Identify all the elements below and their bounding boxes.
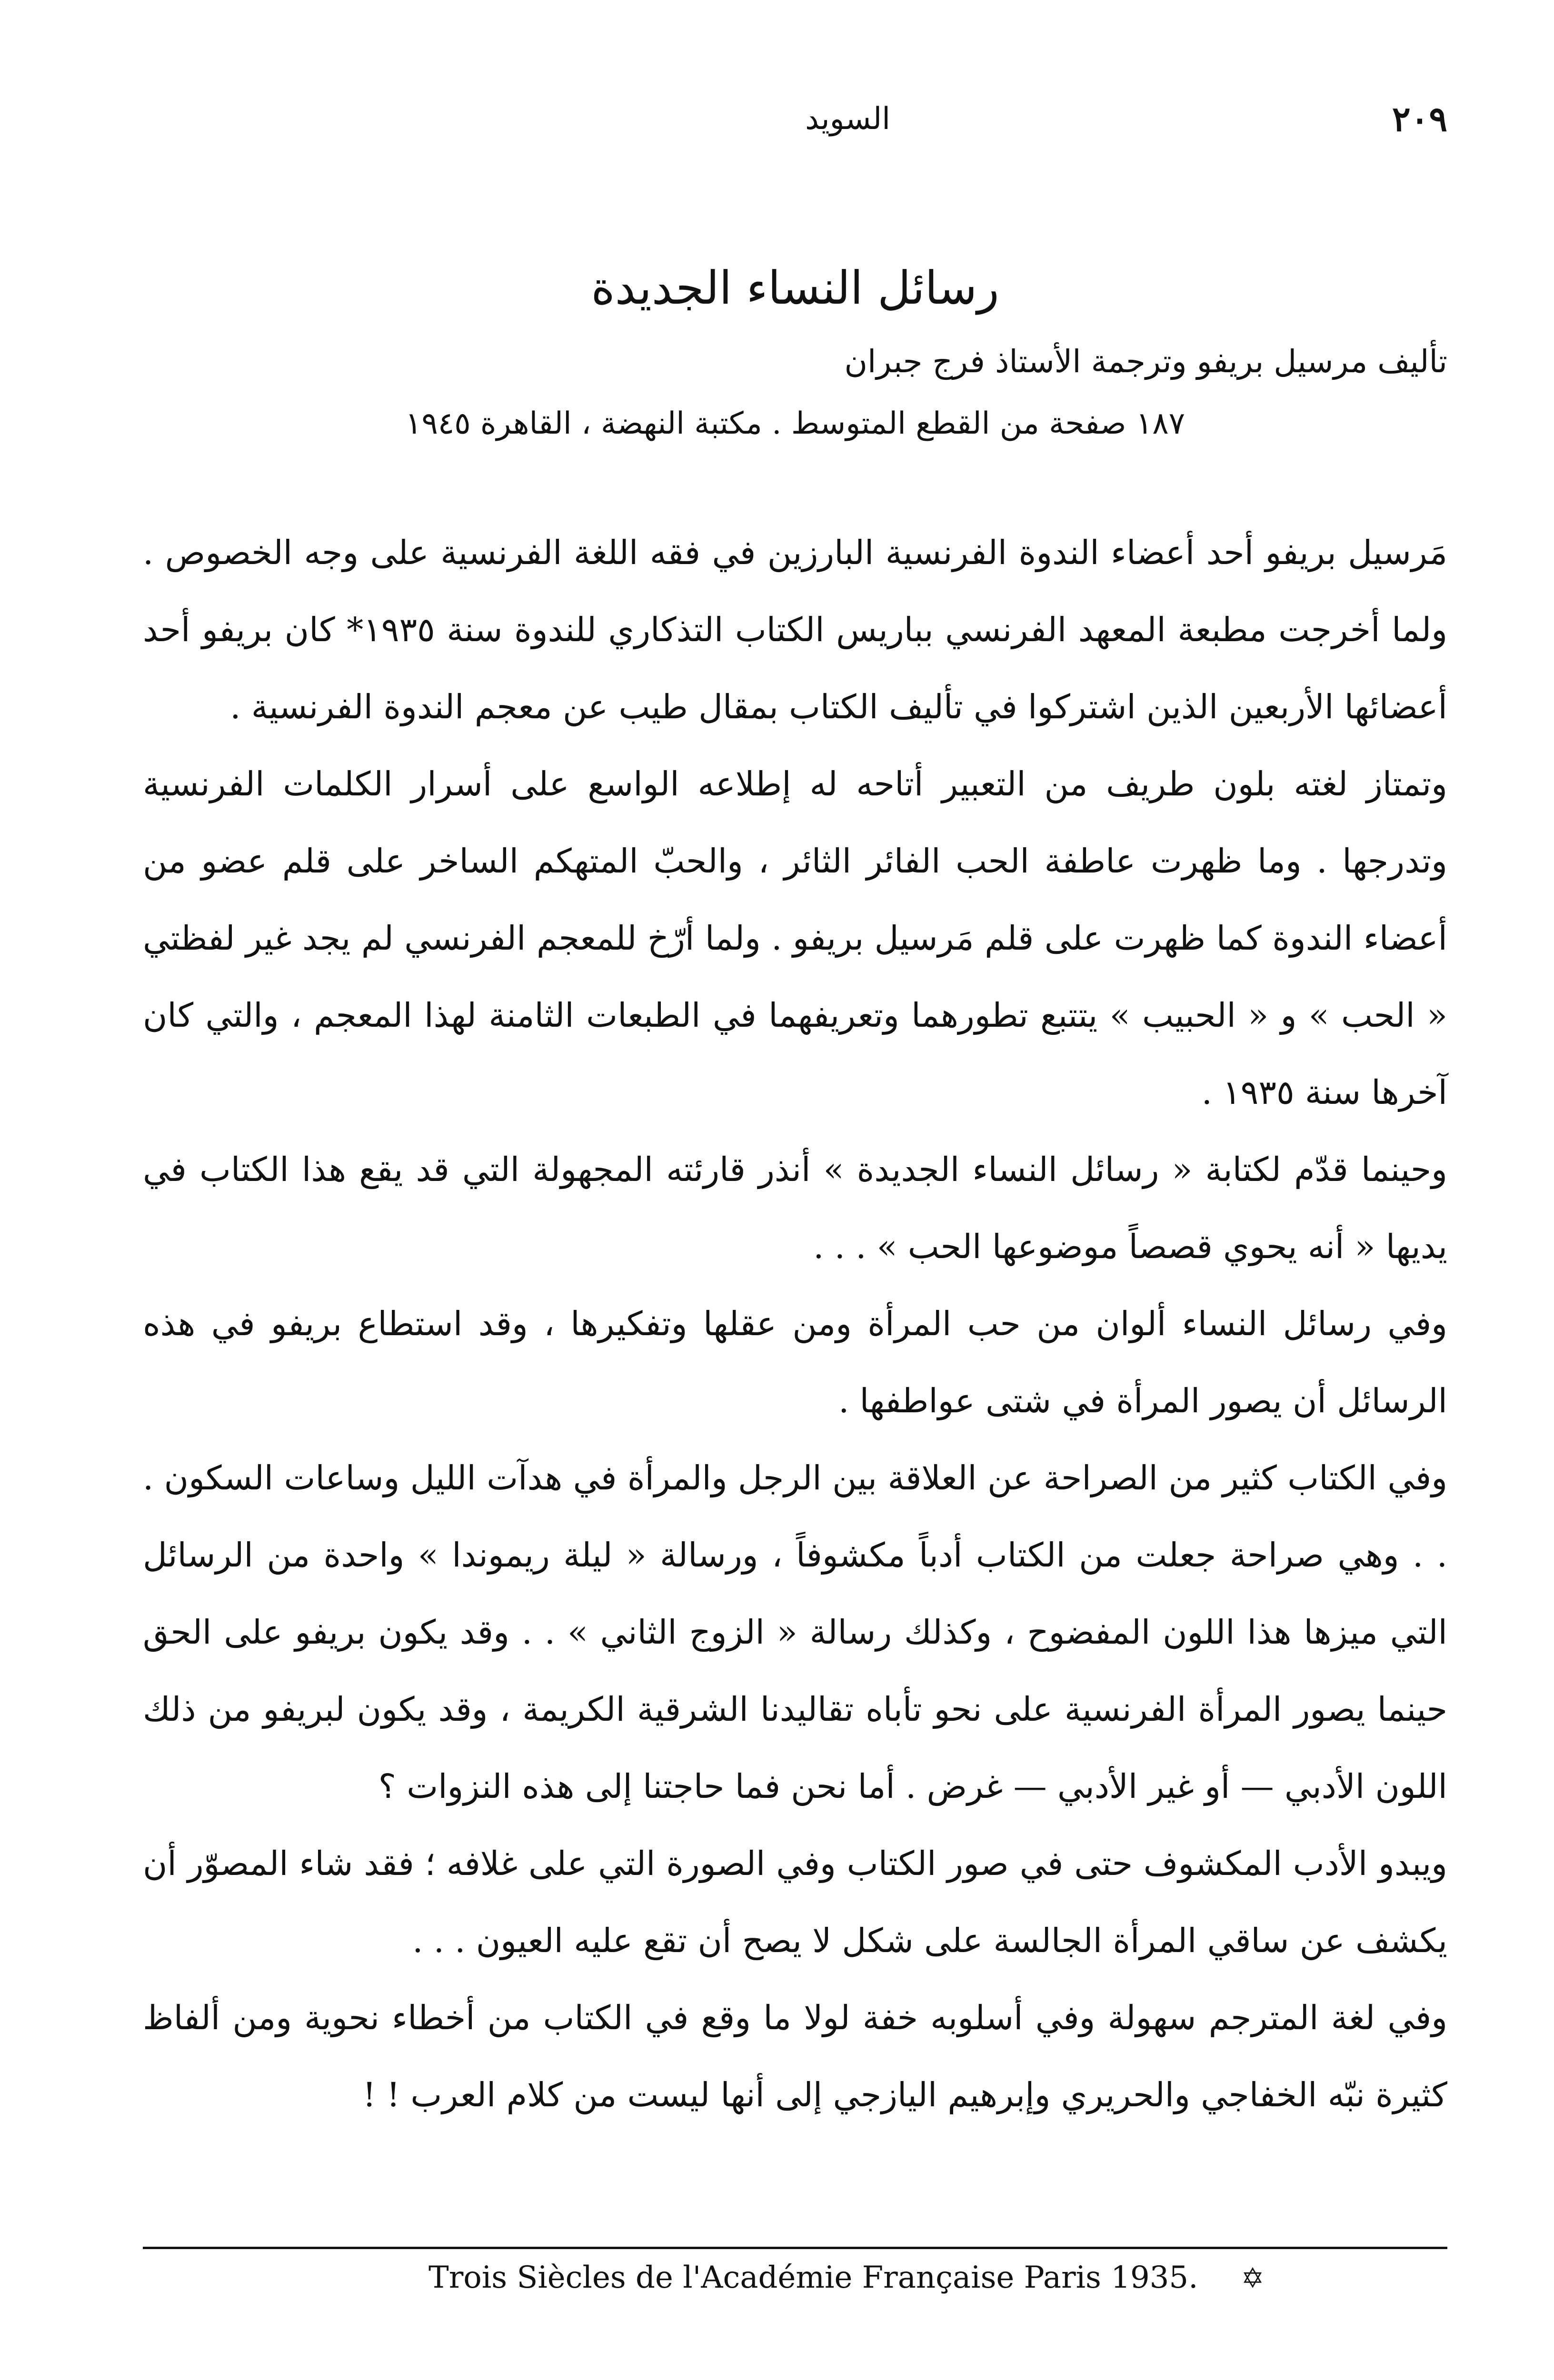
- paragraph: ويبدو الأدب المكشوف حتى في صور الكتاب وفي الصورة التي على غلافه ؛ فقد شاء المصوّر أن يكشف عن ساقي المرأة الجالسة على شكل لا يصح أن تقع عليه العيون . . .: [143, 1844, 1447, 1960]
- paragraph: وتمتاز لغته بلون طريف من التعبير أتاحه له إطلاعه الواسع على أسرار الكلمات الفرنسية وتدرجها . وما ظهرت عاطفة الحب الفائر الثائر ، والحبّ المتهكم الساخر على قلم عضو من أعضاء الندوة كما ظهرت على قلم مَرسيل بريفو . ولما أرّخ للمعجم الفرنسي لم يجد غير لفظتي « الحب » و « الحبيب » يتتبع تطورهما وتعريفهما في الطبعات الثامنة لهذا المعجم ، والتي كان آخرها سنة ١٩٣٥ .: [143, 764, 1447, 1112]
- footnote-text: Trois Siècles de l'Académie Française Paris 1935.: [428, 2260, 1198, 2295]
- page-number: ٢٠٩: [1392, 99, 1447, 139]
- paragraph: وفي لغة المترجم سهولة وفي أسلوبه خفة لولا ما وقع في الكتاب من أخطاء نحوية ومن ألفاظ كثيرة نبّه الخفاجي والحريري وإبرهيم اليازجي إلى أنها ليست من كلام العرب ! !: [143, 1998, 1447, 2114]
- review-title: رسائل النساء الجديدة: [591, 261, 999, 315]
- running-title: السويد: [805, 101, 890, 137]
- footnote: [428, 2256, 1447, 2300]
- footnote-star-icon: ✡: [1241, 2262, 1265, 2294]
- review-heading: [143, 252, 1447, 452]
- review-author-line: تأليف مرسيل بريفو وترجمة الأستاذ فرج جبران: [844, 343, 1447, 380]
- paragraph: وفي رسائل النساء ألوان من حب المرأة ومن عقلها وتفكيرها ، وقد استطاع بريفو في هذه الرسائل أن يصور المرأة في شتى عواطفها .: [143, 1304, 1447, 1420]
- paragraph: وفي الكتاب كثير من الصراحة عن العلاقة بين الرجل والمرأة في هدآت الليل وساعات السكون . . . وهي صراحة جعلت من الكتاب أدباً مكشوفاً ، ورسالة « ليلة ريموندا » واحدة من الرسائل التي ميزها هذا اللون المفضوح ، وكذلك رسالة « الزوج الثاني » . . وقد يكون بريفو على الحق حينما يصور المرأة الفرنسية على نحو تأباه تقاليدنا الشرقية الكريمة ، وقد يكون لبريفو من ذلك اللون الأدبي — أو غير الأدبي — غرض . أما نحن فما حاجتنا إلى هذه النزوات ؟: [143, 1458, 1447, 1806]
- review-body: [143, 514, 1447, 2133]
- paragraph: وحينما قدّم لكتابة « رسائل النساء الجديدة » أنذر قارئته المجهولة التي قد يقع هذا الكتاب في يديها « أنه يحوي قصصاً موضوعها الحب » . . .: [143, 1150, 1447, 1266]
- footnote-divider: [143, 2247, 1447, 2249]
- paragraph: مَرسيل بريفو أحد أعضاء الندوة الفرنسية البارزين في فقه اللغة الفرنسية على وجه الخصوص . ولما أخرجت مطبعة المعهد الفرنسي بباريس الكتاب التذكاري للندوة سنة ١٩٣٥* كان بريفو أحد أعضائها الأربعين الذين اشتركوا في تأليف الكتاب بمقال طيب عن معجم الندوة الفرنسية .: [143, 533, 1447, 726]
- review-imprint: ١٨٧ صفحة من القطع المتوسط . مكتبة النهضة ، القاهرة ١٩٤٥: [405, 406, 1185, 441]
- running-head: [143, 95, 1447, 152]
